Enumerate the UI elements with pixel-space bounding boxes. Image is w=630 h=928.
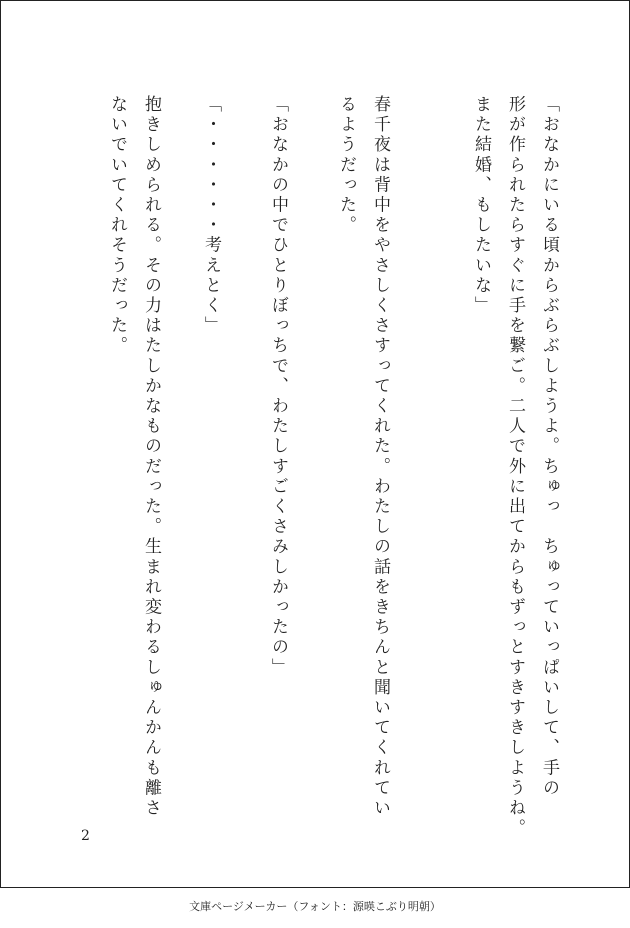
text-line-8: 「おなかの中でひとりぼっちで、わたしすごくさみしかったの」 — [268, 95, 288, 678]
text-line-1: 「おなかにいる頃からぶらぶしようよ。ちゅっ ちゅっていっぱいして、手の — [539, 95, 559, 799]
text-line-12: 抱きしめられる。その力はたしかなものだった。生まれ変わるしゅんかんも離さ — [141, 95, 161, 819]
footer-credit: 文庫ページメーカー（フォント：源暎こぶり明朝） — [189, 900, 441, 913]
text-line-3: また結婚、もしたいな」 — [471, 95, 491, 317]
page-number: 2 — [81, 828, 90, 844]
text-line-2: 形が作られたらすぐに手を繋ご。二人で外に出てからもずっとすきすきしようね。 — [505, 95, 525, 839]
text-line-6: るようだった。 — [336, 95, 356, 236]
text-line-5: 春千夜は背中をやさしくさすってくれた。わたしの話をきちんと聞いてくれてい — [370, 95, 390, 819]
text-line-13: ないでいてくれそうだった。 — [107, 95, 127, 357]
text-line-10: 「・・・・・・考えとく」 — [201, 95, 221, 337]
